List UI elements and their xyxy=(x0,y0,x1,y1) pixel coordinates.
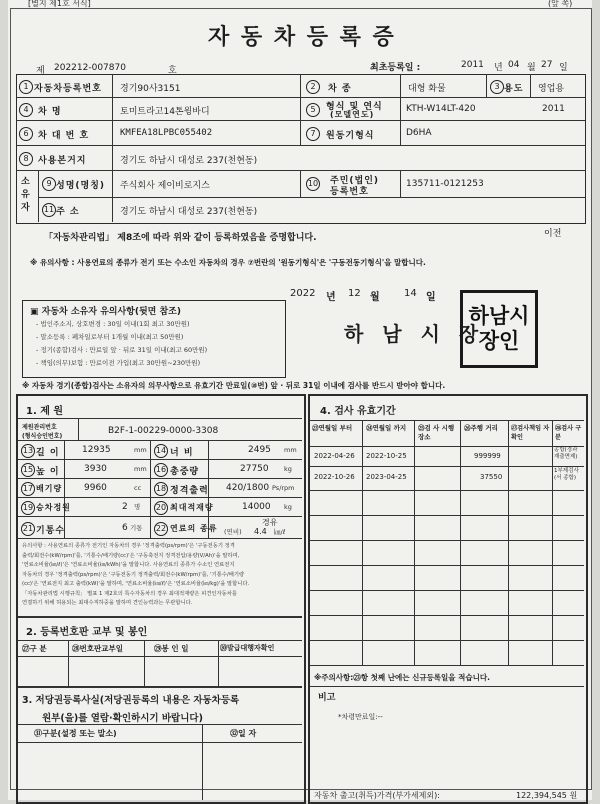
caution-title: ▣ 자동차 소유자 유의사항(뒷면 참조) xyxy=(30,307,181,317)
inspection-row-kind: 1부제검사(서 종합) xyxy=(554,468,579,481)
length-label: 길 이 xyxy=(36,448,60,458)
issue-year: 2022 xyxy=(290,288,316,299)
day-char: 일 xyxy=(559,63,568,73)
form-tag-right: (앞 쪽) xyxy=(548,0,573,8)
sec3-heading: 3. 저당권등록사실(저당권등록의 내용은 자동차등록 xyxy=(22,695,240,706)
num-3: 3 xyxy=(490,80,504,94)
reg-no-label: 자동차등록번호 xyxy=(34,84,102,94)
owner-name-label: 성명(명칭) xyxy=(56,181,106,191)
spec-heading: 1. 제 원 xyxy=(26,406,64,417)
spec-note-line: 유의사항 : 사용연료의 종류가 전기인 자동차의 경우 '정격출력(ps/rpm)'은 '구동전동기 정격 xyxy=(22,543,235,549)
height-value: 3930 xyxy=(84,464,107,474)
length-value: 12935 xyxy=(82,445,111,455)
first-reg-label: 최초등록일 : xyxy=(370,63,421,73)
num-19: 19 xyxy=(21,501,35,515)
owner-side-label: 소유자 xyxy=(21,177,31,213)
num-9: 9 xyxy=(42,177,56,191)
engine-value: D6HA xyxy=(406,128,432,138)
spec-note-line: 「자동차관리법 시행규칙」 별표 1 제2호의 특수자동차의 경우 최대적재량은 피견인자동차를 xyxy=(22,590,238,597)
use-value: 영업용 xyxy=(538,84,565,94)
inspection-row-from: 2022-10-26 xyxy=(314,473,355,481)
spec-note-line: (cc)'은 '연료전지 최고 출력(kW)'을 말하며, '연료소비율(㎞/ℓ)'은 '연료소비율(㎞/kg)'을 말합니다. xyxy=(22,581,250,587)
fuel-label: 연료의 종류 xyxy=(170,524,218,533)
gross-value: 27750 xyxy=(240,464,269,474)
remark-label: 비고 xyxy=(318,693,336,703)
doc-no: 202212-007870 xyxy=(54,63,126,73)
num-6: 6 xyxy=(19,127,33,141)
eff-value: 4.4 xyxy=(254,527,267,536)
approval-sub: (형식승인번호) xyxy=(22,433,63,440)
sec2-col-seal-date: ㉙봉 인 일 xyxy=(154,644,189,653)
height-unit: mm xyxy=(134,465,147,473)
inspection-row-from: 2022-04-26 xyxy=(314,452,355,460)
spec-note-line: 연결하기 위해 허용되는 최대수직하중을 말하며 견인능력과는 무관합니다. xyxy=(22,600,193,606)
num-15: 15 xyxy=(21,463,35,477)
sec4-col-place: ㉕검 사 시행장소 xyxy=(418,424,455,441)
width-value: 2495 xyxy=(248,445,271,455)
eff-unit: ㎞/ℓ xyxy=(274,528,286,536)
caution-item-1: - 법인주소지, 상호변경 : 30일 이내(1회 최고 30만원) xyxy=(36,320,190,328)
sec4-heading: 4. 검사 유효기간 xyxy=(320,406,396,417)
sec2-col-agent: ㉚발급대행자확인 xyxy=(220,644,275,652)
spec-note-line: '연료소비율(㎞/ℓ)'은 '연료소비율(㎞/kWh)'을 말합니다. 사용연료의 종류가 수소인 연료전지 xyxy=(22,562,235,568)
num-4: 4 xyxy=(19,103,33,117)
approval-value: B2F-1-00229-0000-3308 xyxy=(108,426,219,436)
seats-unit: 명 xyxy=(134,503,141,511)
law-statement: 「자동차관리법」 제8조에 따라 위와 같이 등록하였음을 증명합니다. xyxy=(44,233,317,243)
num-2: 2 xyxy=(306,80,320,94)
bottom-price-label: 자동차 출고(취득)가격(부가세제외): xyxy=(314,791,440,800)
num-10: 10 xyxy=(306,177,320,191)
owner-id-label: 주민(법인) xyxy=(330,176,380,186)
type-label: 차 종 xyxy=(328,84,352,94)
num-17: 17 xyxy=(21,482,35,496)
disp-label: 배기량 xyxy=(36,484,63,493)
inspection-row-odo: 999999 xyxy=(474,452,501,460)
num-21: 21 xyxy=(21,522,35,536)
sec2-heading: 2. 등록번호판 교부 및 봉인 xyxy=(26,627,148,638)
disp-value: 9960 xyxy=(84,483,107,493)
engine-label: 원동기형식 xyxy=(326,131,375,141)
sec4-col-kind: ㉘검사 구분 xyxy=(555,425,582,441)
first-reg-day: 27 xyxy=(541,60,553,70)
disp-unit: cc xyxy=(134,484,142,492)
inspection-row-to: 2022-10-25 xyxy=(366,452,407,460)
seats-label: 승차정원 xyxy=(36,503,71,512)
inspection-row-odo: 37550 xyxy=(480,473,503,481)
power-value: 420/1800 xyxy=(226,483,270,493)
sec4-note: ※주의사항:㉓항 첫째 난에는 신규등록일을 적습니다. xyxy=(314,673,490,682)
name-value: 토미트라고14톤윙바디 xyxy=(120,107,210,117)
first-reg-year: 2011 xyxy=(461,60,484,70)
gross-label: 총중량 xyxy=(170,467,200,477)
caution-item-4: - 책임(의무)보험 : 만료이전 가입(최고 30만원~230만원) xyxy=(36,359,201,367)
owner-addr-value: 경기도 하남시 대성로 237(천현동) xyxy=(120,207,258,217)
vin-label: 차 대 번 호 xyxy=(38,131,90,141)
page-title: 자 동 차 등 록 증 xyxy=(208,24,396,50)
cyl-label: 기통수 xyxy=(36,526,66,536)
num-11: 11 xyxy=(42,203,56,217)
model-year: 2011 xyxy=(542,104,565,114)
num-16: 16 xyxy=(154,463,168,477)
num-5: 5 xyxy=(306,103,320,117)
transfer-mark: 이전 xyxy=(544,229,562,239)
caution-item-3: - 정기(종합)검사 : 만료일 앞 · 뒤로 31일 이내(최고 60만원) xyxy=(36,346,208,354)
length-unit: mm xyxy=(134,446,147,454)
payload-unit: kg xyxy=(284,503,292,511)
cyl-value: 6 xyxy=(122,523,128,533)
num-22: 22 xyxy=(154,522,168,536)
num-7: 7 xyxy=(306,127,320,141)
issue-m-char: 월 xyxy=(370,292,380,303)
num-18: 18 xyxy=(154,482,168,496)
power-label: 정격출력 xyxy=(170,486,209,496)
num-1: 1 xyxy=(19,80,33,94)
month-char: 월 xyxy=(527,63,536,73)
use-label: 용도 xyxy=(504,84,524,94)
sec2-col-type: ㉗구 분 xyxy=(22,644,47,653)
doc-no-suffix: 호 xyxy=(168,66,177,76)
issue-d-char: 일 xyxy=(426,292,436,303)
payload-label: 최대적재량 xyxy=(170,503,214,512)
inspection-row-kind: 종합(경과 재출면제) xyxy=(554,447,578,460)
power-unit: Ps/rpm xyxy=(272,484,295,492)
official-seal: 하남시장인 xyxy=(460,290,538,368)
owner-addr-label: 주 소 xyxy=(56,207,80,217)
location-value: 경기도 하남시 대성로 237(천현동) xyxy=(120,156,258,166)
payload-value: 14000 xyxy=(242,502,271,512)
caution-item-2: - 말소등록 : 폐차일로부터 1개월 이내(최고 50만원) xyxy=(36,333,184,341)
model-sub: (모델연도) xyxy=(330,110,375,119)
model-value: KTH-W14LT-420 xyxy=(406,104,476,114)
sec2-col-plate-date: ㉘번호판교부일 xyxy=(72,644,123,653)
spec-note-line: 출력/회전수(kW/rpm)'를, '기통수/배기량(cc)'은 '구동축전지 정격전압/용량(V/Ah)'을 말하며, xyxy=(22,552,240,559)
owner-name-value: 주식회사 제이비로지스 xyxy=(120,181,210,191)
location-label: 사용본거지 xyxy=(38,156,87,166)
name-label: 차 명 xyxy=(38,107,62,117)
sec4-col-odo: ㉖주행 거리 xyxy=(464,424,498,432)
remark-line: *차령만료일:-- xyxy=(338,713,383,721)
gross-unit: kg xyxy=(284,465,292,473)
vin-value: KMFEA18LPBC055402 xyxy=(120,128,213,138)
approval-label: 제원관리번호 xyxy=(22,424,57,431)
sec3-col-kind: ㉛구분(설정 또는 말소) xyxy=(34,729,117,738)
fuel-value: 경유 xyxy=(262,518,278,527)
issue-day: 14 xyxy=(404,288,417,299)
sec4-col-from: ㉓연월일 부터 xyxy=(312,424,353,432)
inspect-notice: ※ 자동차 경기(종합)검사는 소유자의 의무사항으로 유효기간 만료일(⑩번) 앞 · 뒤로 31일 이내에 검사를 반드시 받아야 합니다. xyxy=(22,381,446,390)
issuer-name: 하 남 시 장 xyxy=(344,322,485,346)
spec-notes xyxy=(22,542,300,609)
width-label: 너 비 xyxy=(170,448,194,458)
sec4-col-to: ㉔연월일 까지 xyxy=(366,424,407,432)
num-8: 8 xyxy=(19,152,33,166)
registration-certificate xyxy=(8,0,592,800)
spec-note-line: 자동차의 경우 '정격출력(ps/rpm)'은 '구동전동기 정격출력/회전수(kW/rpm)'를, '기통수/배기량 xyxy=(22,571,245,578)
sec3-col-date: ㉜일 자 xyxy=(230,729,257,738)
bottom-price-value: 122,394,545 원 xyxy=(516,791,578,800)
eff-label: (연비) xyxy=(224,528,242,536)
inspection-row-to: 2023-04-25 xyxy=(366,473,407,481)
cyl-unit: 기통 xyxy=(130,524,143,532)
notice-text: ※ 유의사항 : 사용연료의 종류가 전기 또는 수소인 자동차의 경우 ⑦번란의 '원동기형식'은 '구동전동기형식'을 말합니다. xyxy=(30,258,426,267)
num-20: 20 xyxy=(154,501,168,515)
seats-value: 2 xyxy=(122,502,128,512)
doc-no-label: 제 xyxy=(36,66,45,76)
first-reg-month: 04 xyxy=(508,60,520,70)
owner-id-value: 135711-0121253 xyxy=(406,179,484,189)
type-value: 대형 화물 xyxy=(408,84,446,94)
num-14: 14 xyxy=(154,444,168,458)
num-13: 13 xyxy=(21,444,35,458)
sec4-col-check: ㉗검사책임 자확인 xyxy=(511,425,550,441)
width-unit: mm xyxy=(284,446,297,454)
sec3-heading2: 원부(을)를 열람·확인하시기 바랍니다) xyxy=(42,713,203,724)
model-label: 형식 및 연식 xyxy=(326,102,383,112)
issue-month: 12 xyxy=(348,288,361,299)
reg-no-value: 경기90사3151 xyxy=(120,84,181,94)
issue-y-char: 년 xyxy=(326,292,336,303)
year-char: 년 xyxy=(494,63,503,73)
form-tag: [별지 제1호 서식] xyxy=(28,0,91,8)
height-label: 높 이 xyxy=(36,467,60,477)
owner-id-sub: 등록번호 xyxy=(330,187,369,197)
